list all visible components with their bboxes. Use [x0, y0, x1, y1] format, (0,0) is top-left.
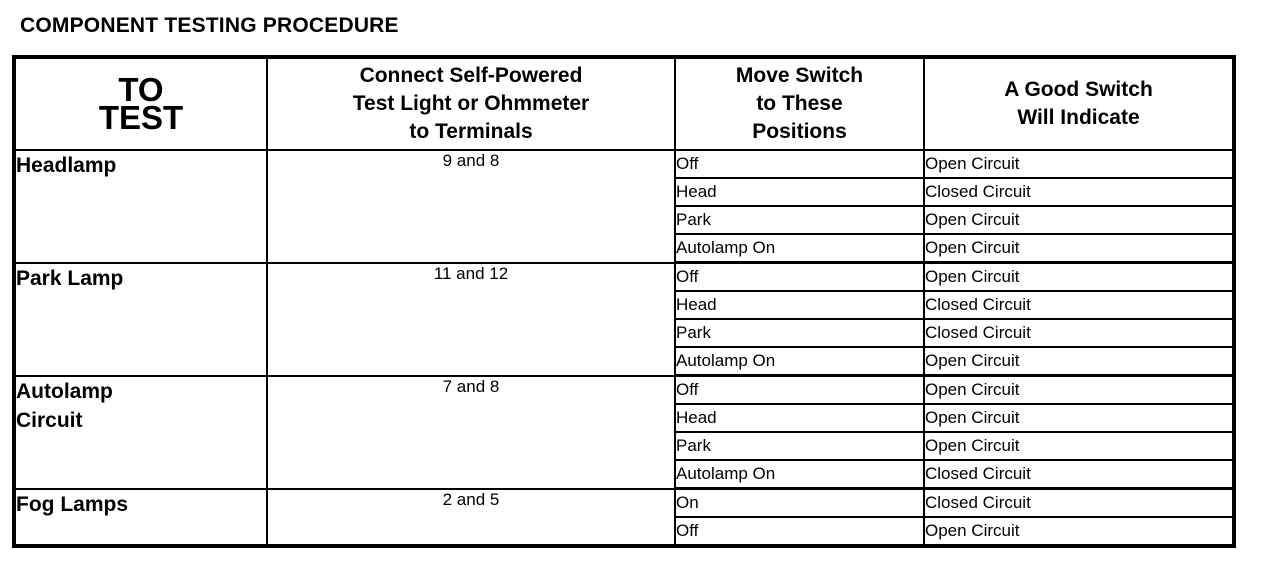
terminals-cell: 11 and 12 [267, 263, 675, 376]
switch-position: Park [675, 432, 924, 460]
expected-result: Open Circuit [924, 263, 1234, 292]
switch-position: Off [675, 150, 924, 178]
switch-position: Off [675, 517, 924, 546]
header-row [14, 57, 1234, 150]
header-indicate-label: A Good Switch Will Indicate [1004, 78, 1153, 129]
expected-result: Closed Circuit [924, 489, 1234, 518]
expected-result: Open Circuit [924, 376, 1234, 405]
switch-position: Off [675, 263, 924, 292]
switch-position: Off [675, 376, 924, 405]
switch-position: On [675, 489, 924, 518]
terminals-cell: 2 and 5 [267, 489, 675, 547]
expected-result: Closed Circuit [924, 291, 1234, 319]
page-title: COMPONENT TESTING PROCEDURE [20, 14, 399, 37]
expected-result: Open Circuit [924, 234, 1234, 263]
expected-result: Closed Circuit [924, 178, 1234, 206]
switch-position: Autolamp On [675, 347, 924, 376]
switch-position: Head [675, 178, 924, 206]
header-terminals [267, 57, 675, 150]
expected-result: Open Circuit [924, 432, 1234, 460]
terminals-cell: 9 and 8 [267, 150, 675, 263]
expected-result: Open Circuit [924, 150, 1234, 178]
expected-result: Open Circuit [924, 347, 1234, 376]
component-name: Autolamp Circuit [14, 376, 267, 489]
component-name: Headlamp [14, 150, 267, 263]
expected-result: Closed Circuit [924, 460, 1234, 489]
component-name: Park Lamp [14, 263, 267, 376]
expected-result: Open Circuit [924, 206, 1234, 234]
header-terminals-label: Connect Self-Powered Test Light or Ohmmeter to Terminals [352, 64, 590, 143]
switch-position: Park [675, 319, 924, 347]
testing-procedure-table [12, 55, 1236, 548]
expected-result: Open Circuit [924, 517, 1234, 546]
switch-position: Head [675, 291, 924, 319]
expected-result: Open Circuit [924, 404, 1234, 432]
component-name: Fog Lamps [14, 489, 267, 547]
switch-position: Park [675, 206, 924, 234]
header-to-test-label: TO TEST [98, 71, 184, 136]
table-row [14, 150, 1234, 178]
header-to-test [14, 57, 267, 150]
table-row [14, 376, 1234, 405]
table-body [14, 150, 1234, 546]
header-indicate [924, 57, 1234, 150]
table-row [14, 489, 1234, 518]
header-positions-label: Move Switch to These Positions [735, 64, 864, 143]
table-row [14, 263, 1234, 292]
switch-position: Head [675, 404, 924, 432]
switch-position: Autolamp On [675, 460, 924, 489]
terminals-cell: 7 and 8 [267, 376, 675, 489]
switch-position: Autolamp On [675, 234, 924, 263]
expected-result: Closed Circuit [924, 319, 1234, 347]
header-positions [675, 57, 924, 150]
